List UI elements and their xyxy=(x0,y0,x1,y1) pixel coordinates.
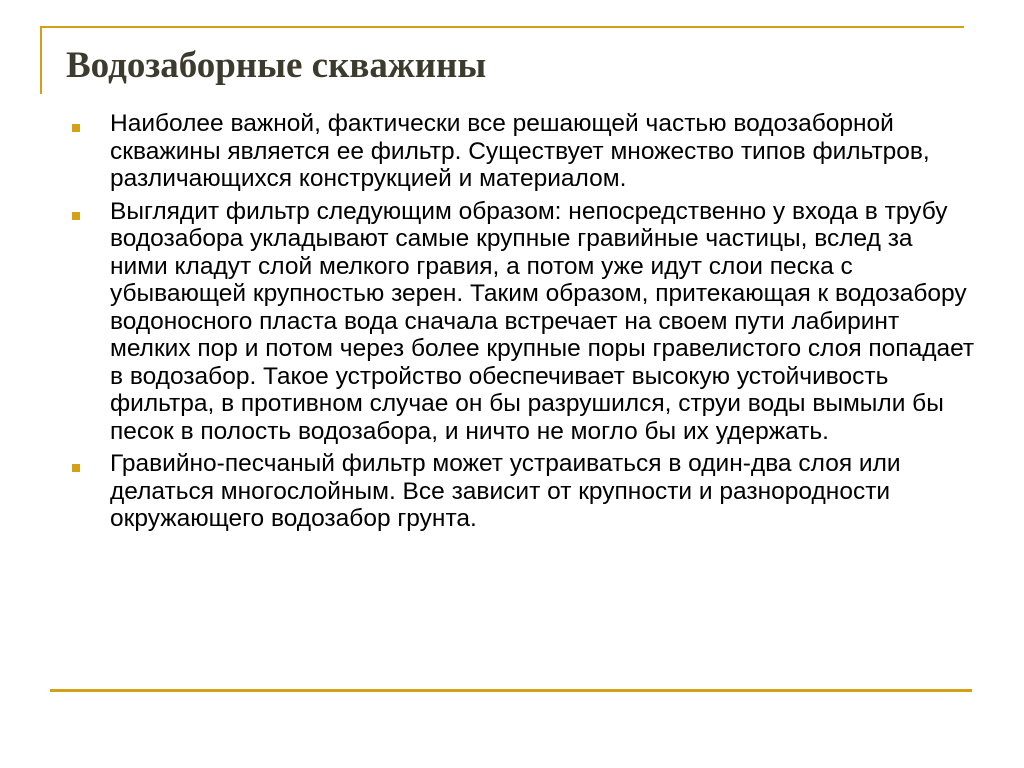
bullet-text-1: Наиболее важной, фактически все решающей частью водозаборной скважины является ее фильтр. Существует множество типов фильтров, различающихся конструкцией и материалом. xyxy=(110,110,930,192)
bullet-list xyxy=(70,110,975,538)
bullet-item-3 xyxy=(70,450,975,533)
top-rule xyxy=(40,26,964,28)
square-bullet-icon xyxy=(72,124,80,132)
left-rule xyxy=(40,26,42,94)
bullet-item-2 xyxy=(70,198,975,446)
bullet-text-3: Гравийно-песчаный фильтр может устраиваться в один-два слоя или делаться многослойным. Все зависит от крупности и разнородности окружающего водозабор грунта. xyxy=(110,450,901,532)
bullet-item-1 xyxy=(70,110,975,193)
bullet-text-2: Выглядит фильтр следующим образом: непосредственно у входа в трубу водозабора укладывают самые крупные гравийные частицы, вслед за ними кладут слой мелкого гравия, а потом уже идут слои песка с убывающей крупностью зерен. Таким образом, притекающая к водозабору водоносного пласта вода сначала встречает на своем пути лабиринт мелких пор и потом через более крупные поры гравелистого слоя попадает в водозабор. Такое устройство обеспечивает высокую устойчивость фильтра, в противном случае он бы разрушился, струи воды вымыли бы песок в полость водозабора, и ничто не могло бы их удержать. xyxy=(110,197,975,445)
square-bullet-icon xyxy=(72,464,80,472)
square-bullet-icon xyxy=(72,212,80,220)
slide-title: Водозаборные скважины xyxy=(66,45,487,86)
bottom-rule xyxy=(50,689,972,692)
